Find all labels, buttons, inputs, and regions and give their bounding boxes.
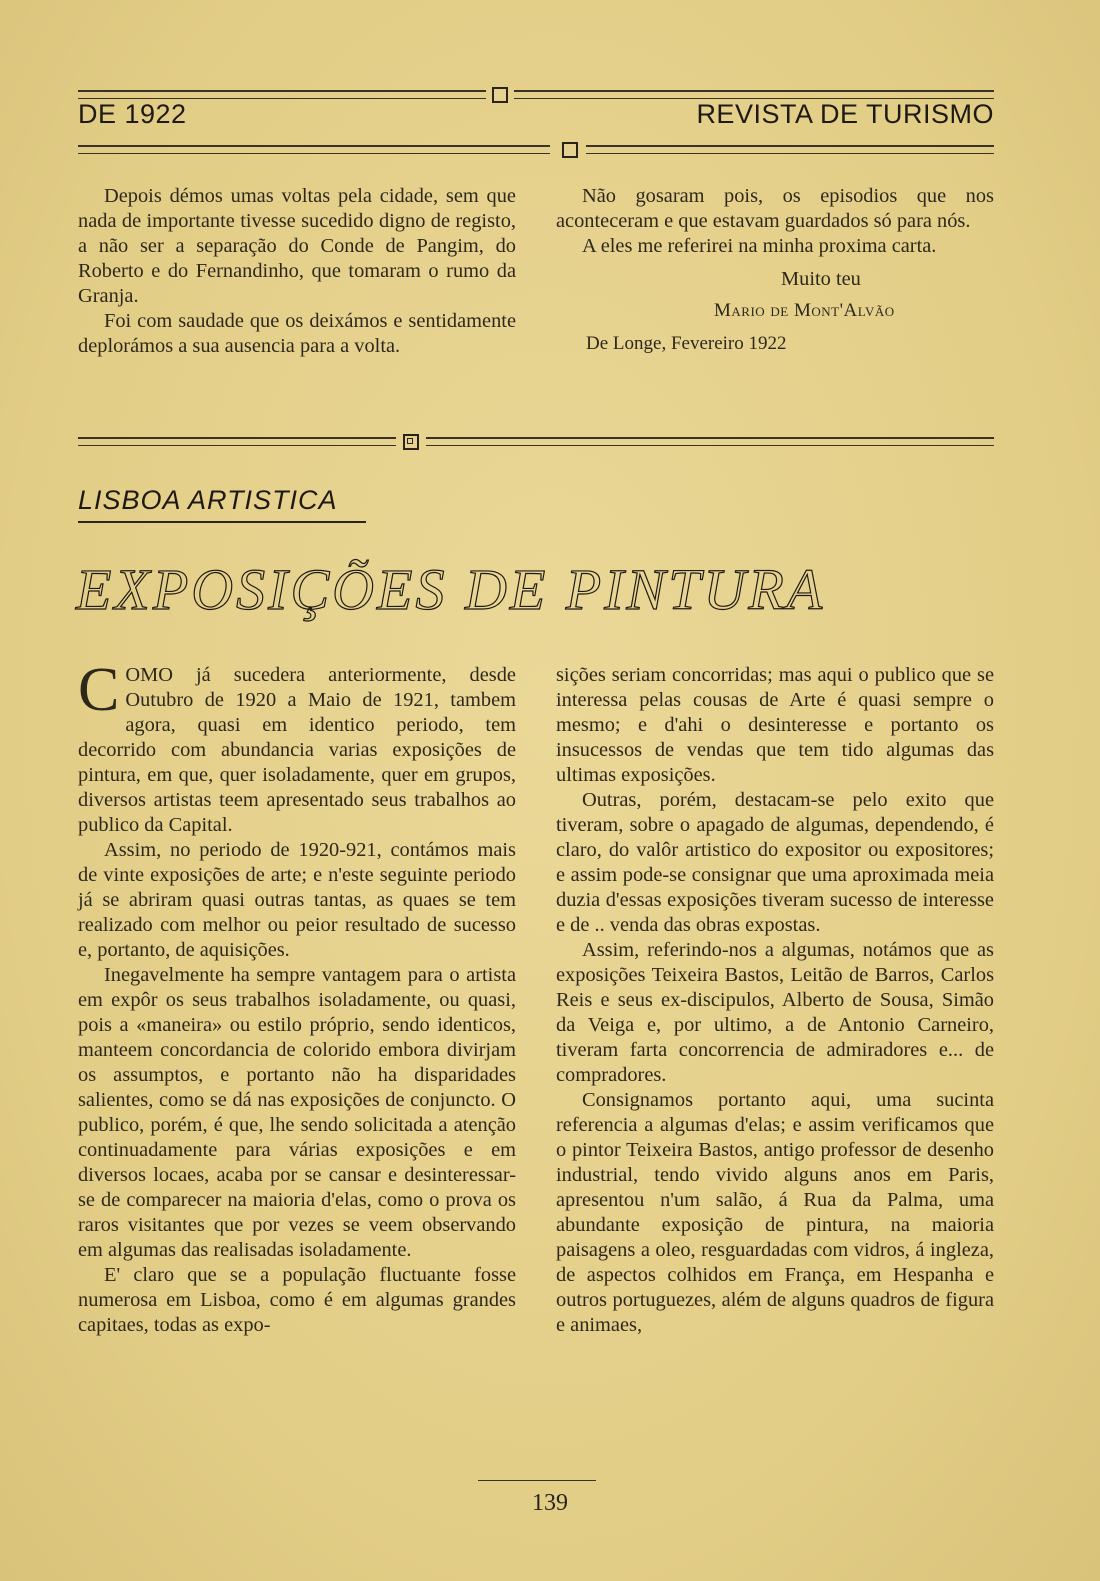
paragraph: Inegavelmente ha sempre vantagem para o artista em expôr os seus trabalhos isoladamente, ou quasi, pois a «maneira» ou estilo próprio, sendo identicos, manteem concordancia de colorido embora divirjam os assumptos, e portanto não ha disparidades salientes, como se dá nas exposições de conjuncto. O publico, porém, é que, lhe sendo solicitada a atenção continuadamente para várias exposições e em diversos locaes, acaba por se cansar e desinteressar-se de comparecer na maioria d'elas, como o prova os raros visitantes que por vezes se veem observando em algumas das realisadas isoladamente.	[78, 964, 516, 1261]
letter-dateline: De Longe, Fevereiro 1922	[586, 333, 787, 354]
page-number-rule	[478, 1480, 596, 1481]
section-divider-right	[426, 437, 994, 446]
framed-square-ornament	[403, 434, 419, 450]
article-column-right	[556, 663, 994, 1338]
header-magazine-title: REVISTA DE TURISMO	[696, 99, 994, 129]
paragraph: Outras, porém, destacam-se pelo exito que tiveram, sobre o apagado de algumas, dependendo, é claro, do valôr artistico do expositor ou expositores; e assim pode-se consignar que uma aproximada meia duzia d'essas exposições tiveram sucesso de interesse e de .. venda das obras expostas.	[556, 789, 994, 936]
letter-signature: Mario de Mont'Alvão	[714, 300, 895, 321]
letter-continuation-right	[556, 184, 994, 356]
header-divider-left	[78, 145, 550, 154]
letter-closing: Muito teu	[781, 268, 861, 290]
paragraph: Assim, no periodo de 1920-921, contámos mais de vinte exposições de arte; e n'este seguinte periodo já se abriram quasi outras tantas, as quaes se tem realizado com melhor ou peior resultado de sucesso e, portanto, de aquisições.	[78, 839, 516, 961]
paragraph: sições seriam concorridas; mas aqui o publico que se interessa pelas cousas de Arte é quasi sempre o mesmo; e d'ahi o desinteresse e portanto os insucessos de vendas que tem tido algumas das ultimas exposições.	[556, 664, 994, 786]
header-divider-right	[586, 145, 994, 154]
opening-paragraph-text: OMO já sucedera anteriormente, desde Outubro de 1920 a Maio de 1921, tambem agora, quasi em identico periodo, tem decorrido com abundancia varias exposições de pintura, em que, quer isoladamente, quer em grupos, diversos artistas teem apresentado seus trabalhos ao publico da Capital.	[78, 664, 516, 836]
paragraph: Foi com saudade que os deixámos e sentidamente deplorámos a sua ausencia para a volta.	[78, 310, 516, 357]
section-divider-left	[78, 437, 396, 446]
letter-continuation-left	[78, 184, 516, 359]
article-column-left	[78, 656, 516, 1338]
page-number: 139	[532, 1490, 568, 1516]
article-headline: EXPOSIÇÕES DE PINTURA	[76, 557, 826, 622]
paragraph: Não gosaram pois, os episodios que nos aconteceram e que estavam guardados só para nós.	[556, 185, 994, 232]
section-title: LISBOA ARTISTICA	[78, 485, 338, 515]
opening-paragraph	[78, 656, 516, 838]
square-ornament	[492, 87, 508, 103]
square-ornament	[562, 142, 578, 158]
top-divider-right	[514, 90, 994, 99]
paragraph: E' claro que se a população fluctuante fosse numerosa em Lisboa, como é em algumas grandes capitaes, todas as expo-	[78, 1264, 516, 1336]
section-title-underline	[78, 521, 366, 523]
drop-cap: C	[78, 656, 120, 724]
paragraph: Assim, referindo-nos a algumas, notámos que as exposições Teixeira Bastos, Leitão de Barros, Carlos Reis e seus ex-discipulos, Alberto de Sousa, Simão da Veiga e, por ultimo, a de Antonio Carneiro, tiveram farta concorrencia de admiradores e... de compradores.	[556, 939, 994, 1086]
top-divider-left	[78, 90, 486, 99]
paragraph: A eles me referirei na minha proxima carta.	[582, 235, 937, 257]
paragraph: Depois démos umas voltas pela cidade, sem que nada de importante tivesse sucedido digno de registo, a não ser a separação do Conde de Pangim, do Roberto e do Fernandinho, que tomaram o rumo da Granja.	[78, 185, 516, 307]
header-date: DE 1922	[78, 99, 187, 129]
paragraph: Consignamos portanto aqui, uma sucinta referencia a algumas d'elas; e assim verificamos que o pintor Teixeira Bastos, antigo professor de desenho industrial, tendo vivido alguns anos em Paris, apresentou n'um salão, á Rua da Palma, uma abundante exposição de pintura, na maioria paisagens a oleo, resguardadas com vidros, á ingleza, de aspectos colhidos em França, em Hespanha e outros portuguezes, além de alguns quadros de figura e animaes,	[556, 1089, 994, 1336]
